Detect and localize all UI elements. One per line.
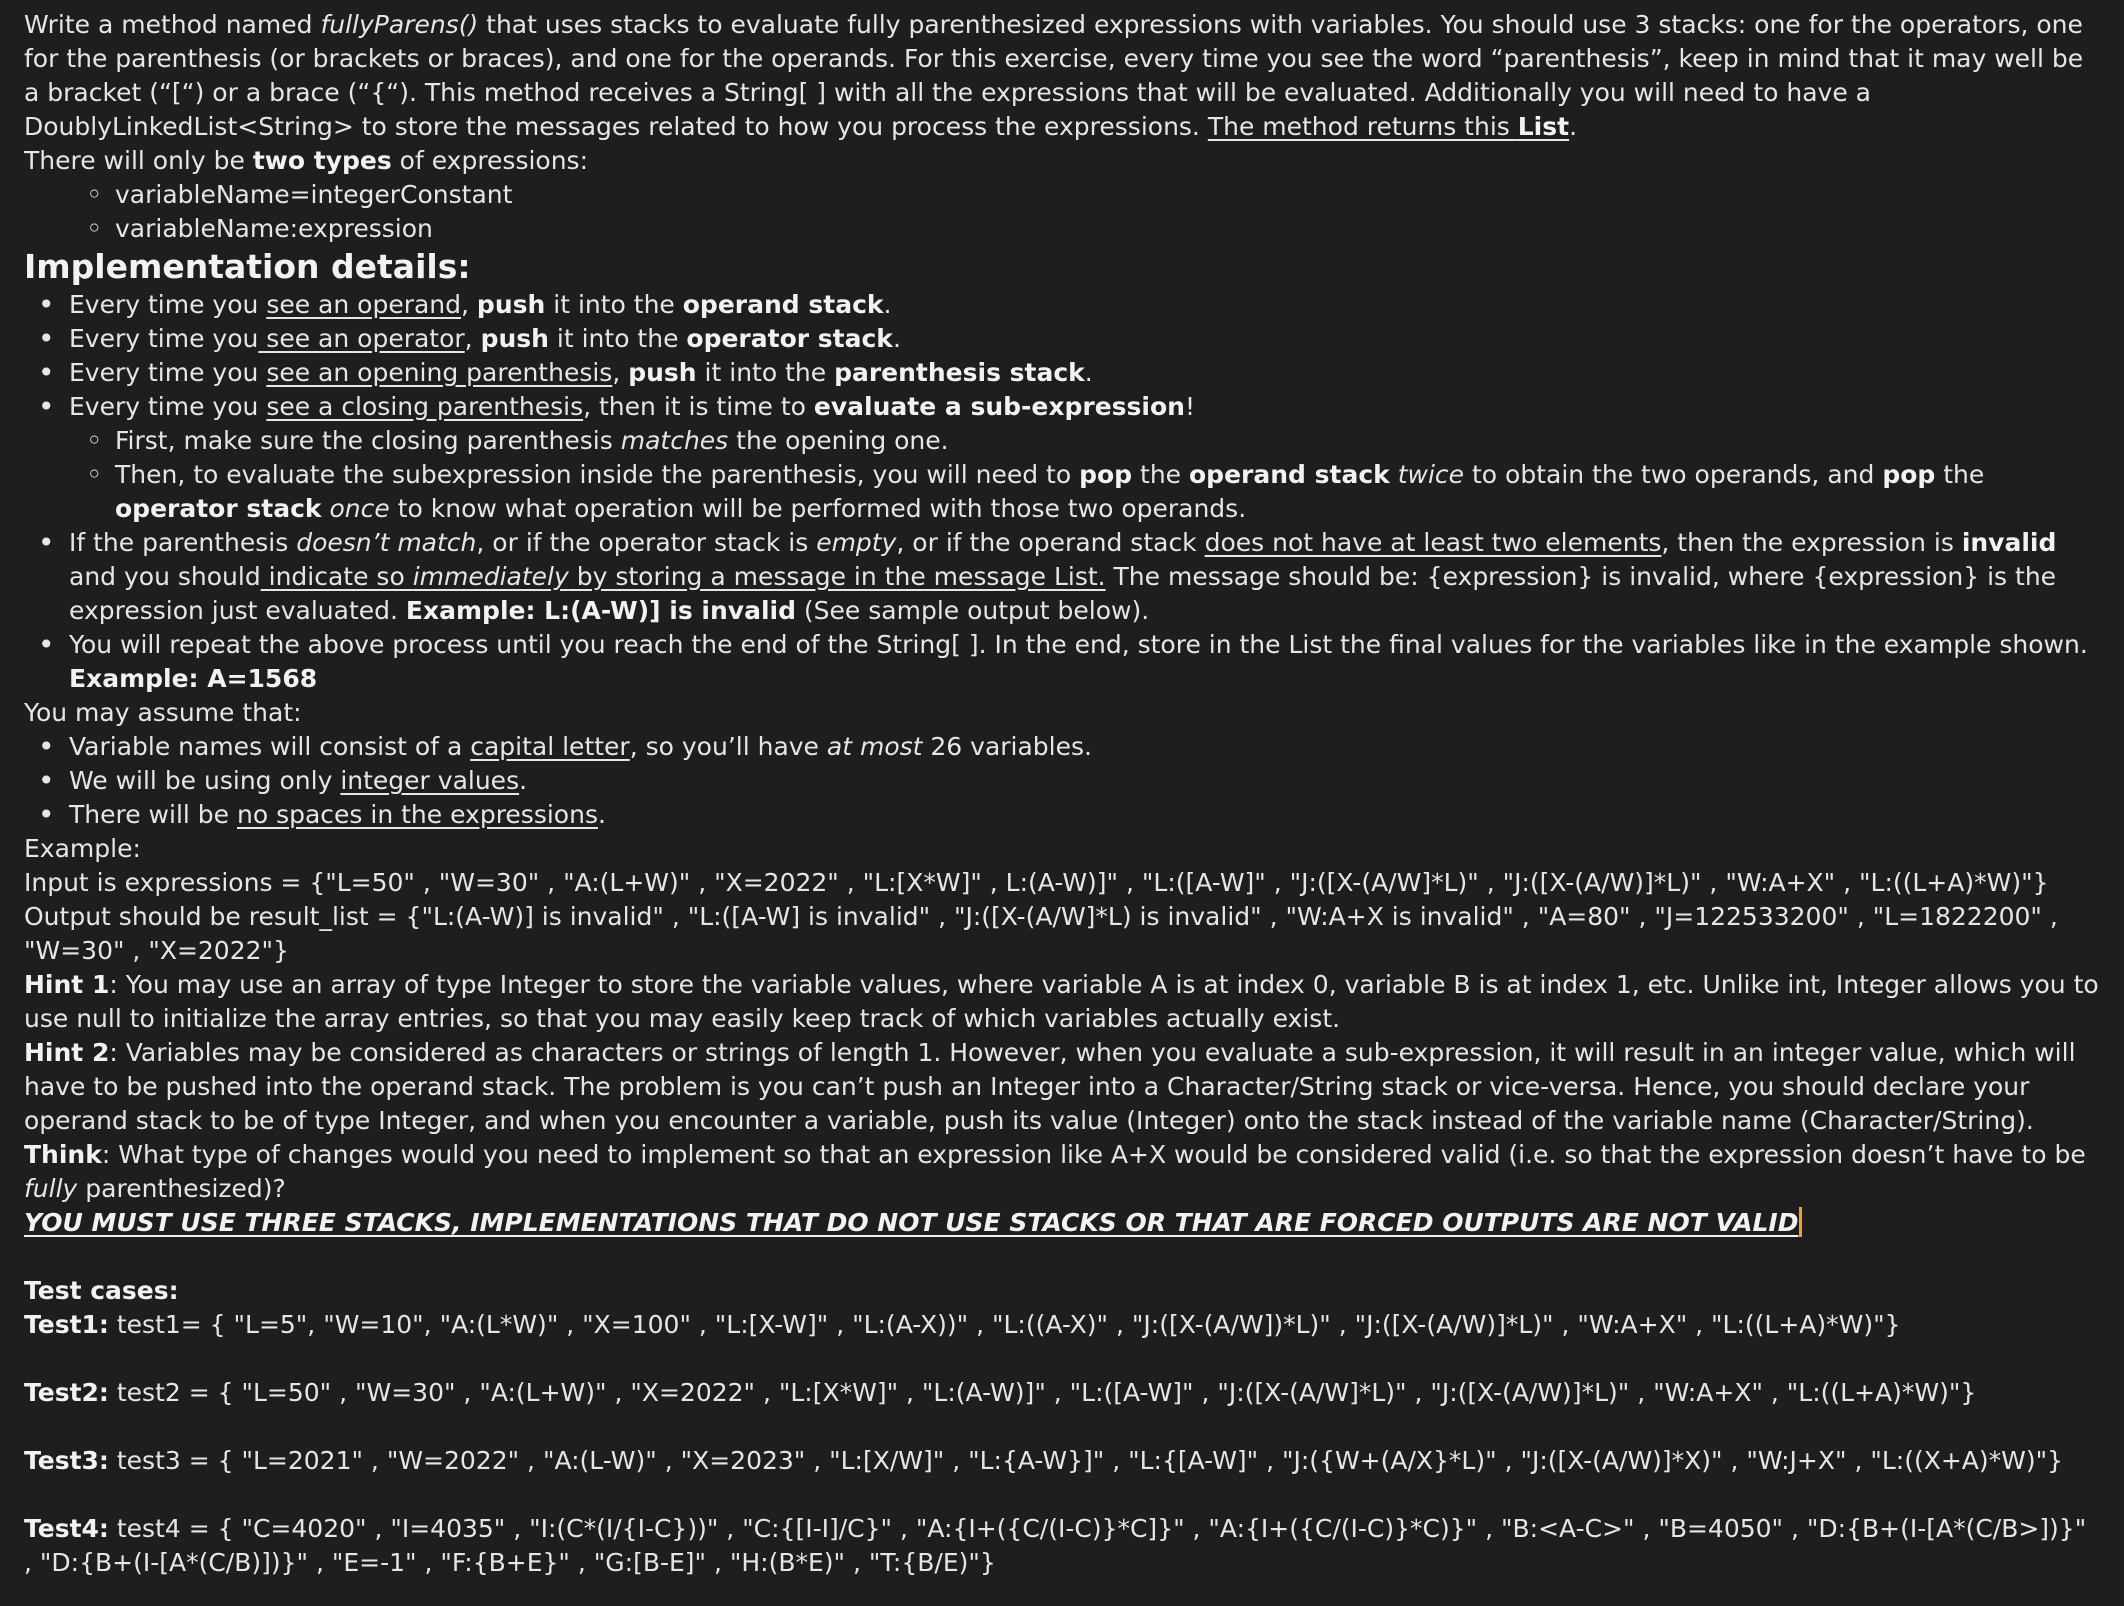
intro-paragraph xyxy=(24,8,2100,144)
spacer xyxy=(24,1478,2100,1512)
text: Test2: xyxy=(24,1378,109,1407)
spacer xyxy=(24,1342,2100,1376)
text: Test4: xyxy=(24,1514,109,1543)
text: evaluate a sub-expression xyxy=(813,392,1185,421)
text: capital letter xyxy=(470,732,630,761)
text: twice xyxy=(1397,460,1465,489)
underlined-text xyxy=(261,562,1106,591)
text: . xyxy=(1084,358,1093,387)
test-3 xyxy=(24,1444,2100,1478)
text: no spaces in the expressions xyxy=(236,800,598,829)
text: it into the xyxy=(548,324,687,353)
text: . xyxy=(519,766,528,795)
text: invalid xyxy=(1961,528,2057,557)
text: , or if the operand stack xyxy=(896,528,1205,557)
text: , or if the operator stack is xyxy=(476,528,817,557)
list-item xyxy=(24,730,2100,764)
text: YOU MUST USE THREE STACKS xyxy=(24,1208,453,1237)
list-item xyxy=(24,526,2100,628)
list-item: ◦ variableName:expression xyxy=(24,212,2100,246)
text: Example: A=1568 xyxy=(69,664,318,693)
text: matches xyxy=(620,426,729,455)
text: the opening one. xyxy=(728,426,949,455)
test-1 xyxy=(24,1308,2100,1342)
text: the xyxy=(1132,460,1189,489)
text: Think xyxy=(24,1140,102,1169)
text: that uses stacks to evaluate fully parenthesized expressions with variables. You should use 3 stacks: one for the operators, one for the parenthesis (or brackets or braces), and one for the operands. For this exercise, every time you see the word “parenthesis”, keep in mind that it may well be a bracket (“[“) or a brace (“{“). This method receives a String[ ] with all the expressions that will be evaluated. Additionally you will need to have a DoublyLinkedList<String> to store the messages related to how you process the expressions. xyxy=(24,10,2084,141)
text: : You may use an array of type Integer to store the variable values, where variable A is at index 0, variable B is at index 1, etc. Unlike int, Integer allows you to use null to initialize the array entries, so that you may easily keep track of which variables actually exist. xyxy=(24,970,2099,1033)
text: and you should xyxy=(69,562,261,591)
spacer xyxy=(24,1410,2100,1444)
text: push xyxy=(476,290,546,319)
text: List xyxy=(1517,112,1570,141)
text: operand stack xyxy=(682,290,884,319)
text: , then the expression is xyxy=(1661,528,1962,557)
text: operator stack xyxy=(115,494,322,523)
text: test3 = { "L=2021" , "W=2022" , "A:(L-W)" , "X=2023" , "L:[X/W]" , "L:{A-W}]" , "L:{[A-W]" , "J:({W+(A/X}*L)" , "J:([X-(A/W)]*X)" , "W:J+X" , "L:((X+A)*W)"} xyxy=(108,1446,2064,1475)
text: pop xyxy=(1882,460,1936,489)
text: immediately xyxy=(412,562,569,591)
text: see a closing parenthesis xyxy=(266,392,584,421)
text: does not have at least two elements xyxy=(1204,528,1662,557)
text: We will be using only xyxy=(69,766,341,795)
list-item xyxy=(24,798,2100,832)
test-4 xyxy=(24,1512,2100,1580)
text: Every time you xyxy=(69,324,259,353)
text: test2 = { "L=50" , "W=30" , "A:(L+W)" , "X=2022" , "L:[X*W]" , "L:(A-W)]" , "L:([A-W]" , "J:([X-(A/W]*L)" , "J:([X-(A/W)]*L)" , "W:A+X" , "L:((L+A)*W)"} xyxy=(108,1378,1977,1407)
text: see an operand xyxy=(266,290,462,319)
types-intro xyxy=(24,144,2100,178)
text: push xyxy=(628,358,697,387)
text: , IMPLEMENTATIONS THAT DO NOT USE STACKS OR THAT ARE FORCED OUTPUTS ARE NOT VALID xyxy=(452,1208,1799,1237)
text: the xyxy=(1935,460,1985,489)
text: Example: L:(A-W)] is invalid xyxy=(405,596,796,625)
text: see an operator xyxy=(258,324,465,353)
think xyxy=(24,1138,2100,1206)
text: operand stack xyxy=(1189,460,1390,489)
text: , xyxy=(612,358,629,387)
spacer xyxy=(24,1240,2100,1274)
text: . xyxy=(892,324,901,353)
text: Hint 2 xyxy=(24,1038,110,1067)
text: Variable names will consist of a xyxy=(69,732,471,761)
text: indicate so xyxy=(260,562,413,591)
list-item xyxy=(24,424,2100,458)
text: 26 variables. xyxy=(922,732,1092,761)
list-item: ◦ variableName=integerConstant xyxy=(24,178,2100,212)
list-item xyxy=(24,764,2100,798)
text: Then, to evaluate the subexpression inside the parenthesis, you will need to xyxy=(115,460,1080,489)
text: of expressions: xyxy=(391,146,589,175)
text: parenthesis stack xyxy=(834,358,1085,387)
text: Test cases: xyxy=(24,1276,179,1305)
text: , xyxy=(464,324,481,353)
text: (See sample output below). xyxy=(795,596,1150,625)
text: If the parenthesis xyxy=(69,528,297,557)
text: , then it is time to xyxy=(583,392,814,421)
text: : Variables may be considered as characters or strings of length 1. However, when you evaluate a sub-expression, it will result in an integer value, which will have to be pushed into the operand stack. The problem is you can’t push an Integer into a Character/String stack or vice-versa. Hence, you should declare your operand stack to be of type Integer, and when you encounter a variable, push its value (Integer) onto the stack instead of the variable name (Character/String). xyxy=(24,1038,2076,1135)
text: at most xyxy=(826,732,923,761)
text: ! xyxy=(1184,392,1196,421)
example-label: Example: xyxy=(24,834,141,863)
text: . xyxy=(883,290,892,319)
test-cases-label xyxy=(24,1274,2100,1308)
text: Write a method named xyxy=(24,10,321,39)
sub-list xyxy=(24,424,2100,526)
text: parenthesized)? xyxy=(77,1174,286,1203)
returns-note xyxy=(1208,112,1569,141)
text: empty xyxy=(816,528,897,557)
example-input: Input is expressions = {"L=50" , "W=30" , "A:(L+W)" , "X=2022" , "L:[X*W]" , L:(A-W)]" , "L:([A-W]" , "J:([X-(A/W]*L)" , "J:([X-(A/W)]*L)" , "W:A+X" , "L:((L+A)*W)"} xyxy=(24,868,2049,897)
text: The message should be: {expression} is invalid, where {expression} is the expression just evaluated. xyxy=(69,562,2057,625)
list-item xyxy=(24,356,2100,390)
text: by storing a message in the message List. xyxy=(568,562,1106,591)
text: . xyxy=(597,800,606,829)
text: it into the xyxy=(545,290,683,319)
text: First, make sure the closing parenthesis xyxy=(115,426,621,455)
text: Every time you xyxy=(69,358,267,387)
text: Test3: xyxy=(24,1446,109,1475)
text: There will only be xyxy=(24,146,253,175)
text: doesn’t match xyxy=(296,528,477,557)
list-item xyxy=(24,628,2100,696)
text: fully xyxy=(24,1174,78,1203)
text xyxy=(1390,460,1398,489)
example-output: Output should be result_list = {"L:(A-W)] is invalid" , "L:([A-W] is invalid" , "J:([X-(A/W]*L) is invalid" , "W:A+X is invalid" , "A=80" , "J=122533200" , "L=1822200" , "W=30" , "X=2022"} xyxy=(24,902,2058,965)
types-list xyxy=(24,178,2100,246)
text: Every time you xyxy=(69,392,267,421)
list-item xyxy=(24,322,2100,356)
text: : What type of changes would you need to implement so that an expression like A+X would be considered valid (i.e. so that the expression doesn’t have to be xyxy=(101,1140,2086,1169)
text: Every time you xyxy=(69,290,267,319)
assume-label: You may assume that: xyxy=(24,698,302,727)
test-2 xyxy=(24,1376,2100,1410)
assume-list xyxy=(24,730,2100,832)
text: There will be xyxy=(69,800,237,829)
text: Hint 1 xyxy=(24,970,110,999)
text: You will repeat the above process until you reach the end of the String[ ]. In the end, store in the List the final values for the variables like in the example shown. xyxy=(69,630,2088,659)
warning xyxy=(24,1206,2100,1240)
implementation-list xyxy=(24,288,2100,696)
text: . xyxy=(1569,112,1578,141)
text: it into the xyxy=(696,358,835,387)
text: Test1: xyxy=(24,1310,109,1339)
text: to know what operation will be performed with those two operands. xyxy=(389,494,1247,523)
list-item xyxy=(24,458,2100,526)
text-cursor xyxy=(1799,1207,1802,1237)
text: test4 = { "C=4020" , "I=4035" , "I:(C*(I/{I-C}))" , "C:{[I-I]/C}" , "A:{I+({C/(I-C)}*C]}" , "A:{I+({C/(I-C)}*C)}" , "B:<A-C>" , "B=4050" , "D:{B+(I-[A*(C/B>])}" , "D:{B+(I-[A*(C/B)])}" , "E=-1" , "F:{B+E}" , "G:[B-E]" , "H:(B*E)" , "T:{B/E)"} xyxy=(24,1514,2087,1577)
list-item xyxy=(24,288,2100,322)
text: integer values xyxy=(340,766,520,795)
text: to obtain the two operands, and xyxy=(1464,460,1883,489)
text: test1= { "L=5", "W=10", "A:(L*W)" , "X=100" , "L:[X-W]" , "L:(A-X))" , "L:((A-X)" , "J:([X-(A/W])*L)" , "J:([X-(A/W)]*L)" , "W:A+X" , "L:((L+A)*W)"} xyxy=(108,1310,1901,1339)
hint-2 xyxy=(24,1036,2100,1138)
hint-1 xyxy=(24,968,2100,1036)
list-item xyxy=(24,390,2100,526)
text: The method returns this xyxy=(1207,112,1518,141)
text: two types xyxy=(252,146,392,175)
text: see an opening parenthesis xyxy=(266,358,613,387)
text: push xyxy=(480,324,549,353)
implementation-heading: Implementation details: xyxy=(24,247,471,286)
text: operator stack xyxy=(686,324,893,353)
text: , xyxy=(461,290,477,319)
text: pop xyxy=(1079,460,1133,489)
text: once xyxy=(329,494,390,523)
text: , so you’ll have xyxy=(629,732,827,761)
method-name: fullyParens() xyxy=(320,10,479,39)
